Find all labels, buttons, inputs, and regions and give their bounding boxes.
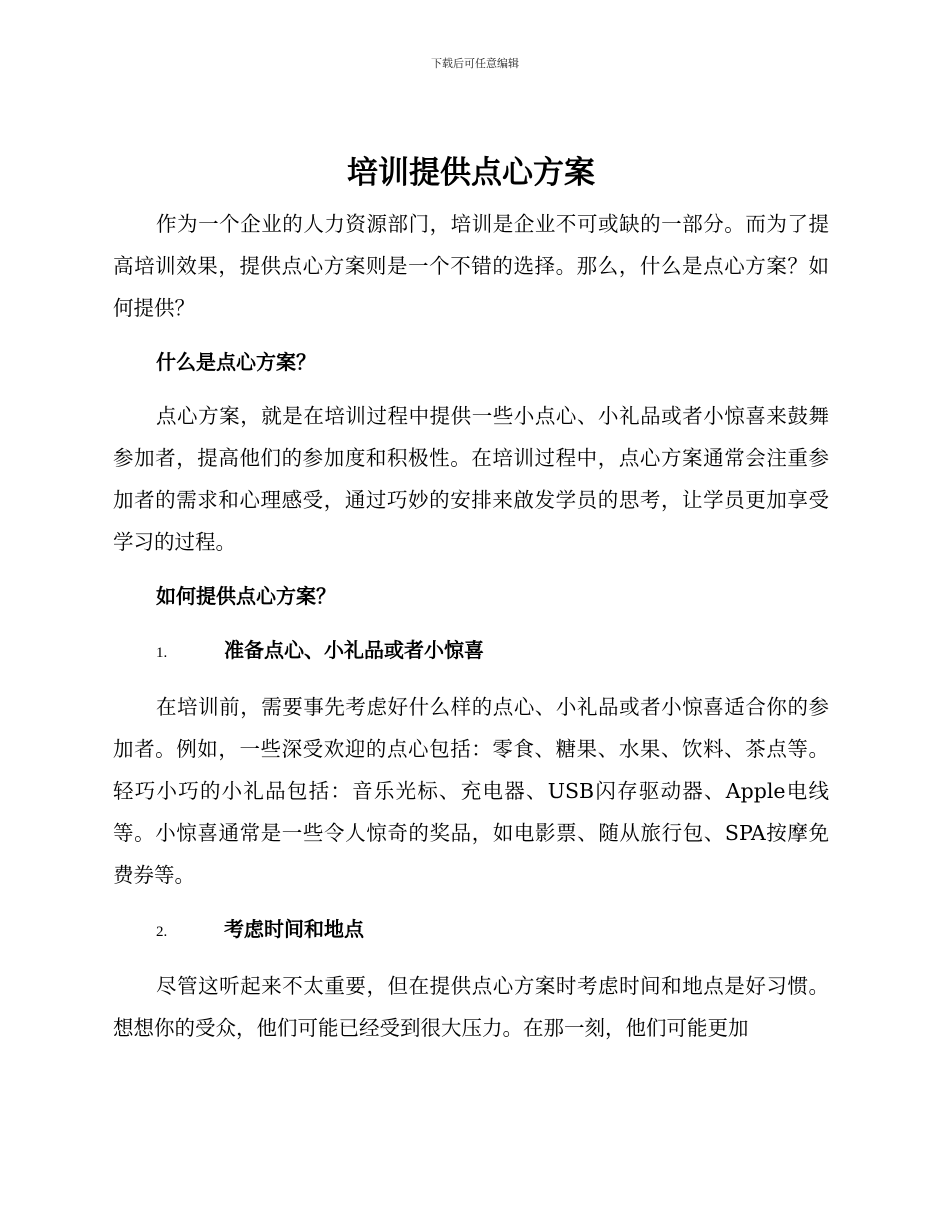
item-number: 1. bbox=[156, 645, 168, 661]
item-number: 2. bbox=[156, 924, 168, 940]
document-body bbox=[113, 148, 829, 1049]
item-title: 考虑时间和地点 bbox=[224, 917, 364, 941]
header-note: 下载后可任意编辑 bbox=[431, 57, 519, 70]
section-heading-what: 什么是点心方案？ bbox=[156, 350, 316, 374]
item-1-paragraph: 在培训前，需要事先考虑好什么样的点心、小礼品或者小惊喜适合你的参加者。例如，一些深受欢迎的点心包括：零食、糖果、水果、饮料、茶点等。轻巧小巧的小礼品包括：音乐光标、充电器、USB闪存驱动器、Apple电线等。小惊喜通常是一些令人惊奇的奖品，如电影票、随从旅行包、SPA按摩免费券等。 bbox=[113, 695, 829, 887]
numbered-item-2 bbox=[156, 908, 829, 953]
item-title: 准备点心、小礼品或者小惊喜 bbox=[224, 638, 484, 662]
document-title: 培训提供点心方案 bbox=[347, 155, 595, 191]
section-heading-how: 如何提供点心方案？ bbox=[156, 584, 336, 608]
intro-paragraph: 作为一个企业的人力资源部门，培训是企业不可或缺的一部分。而为了提高培训效果，提供点心方案则是一个不错的选择。那么，什么是点心方案？如何提供？ bbox=[113, 212, 829, 320]
numbered-item-1 bbox=[156, 629, 829, 674]
item-2-paragraph: 尽管这听起来不太重要，但在提供点心方案时考虑时间和地点是好习惯。想想你的受众，他们可能已经受到很大压力。在那一刻，他们可能更加 bbox=[113, 974, 829, 1040]
section-what-paragraph: 点心方案，就是在培训过程中提供一些小点心、小礼品或者小惊喜来鼓舞参加者，提高他们的参加度和积极性。在培训过程中，点心方案通常会注重参加者的需求和心理感受，通过巧妙的安排来啟发学员的思考，让学员更加享受学习的过程。 bbox=[113, 404, 829, 554]
